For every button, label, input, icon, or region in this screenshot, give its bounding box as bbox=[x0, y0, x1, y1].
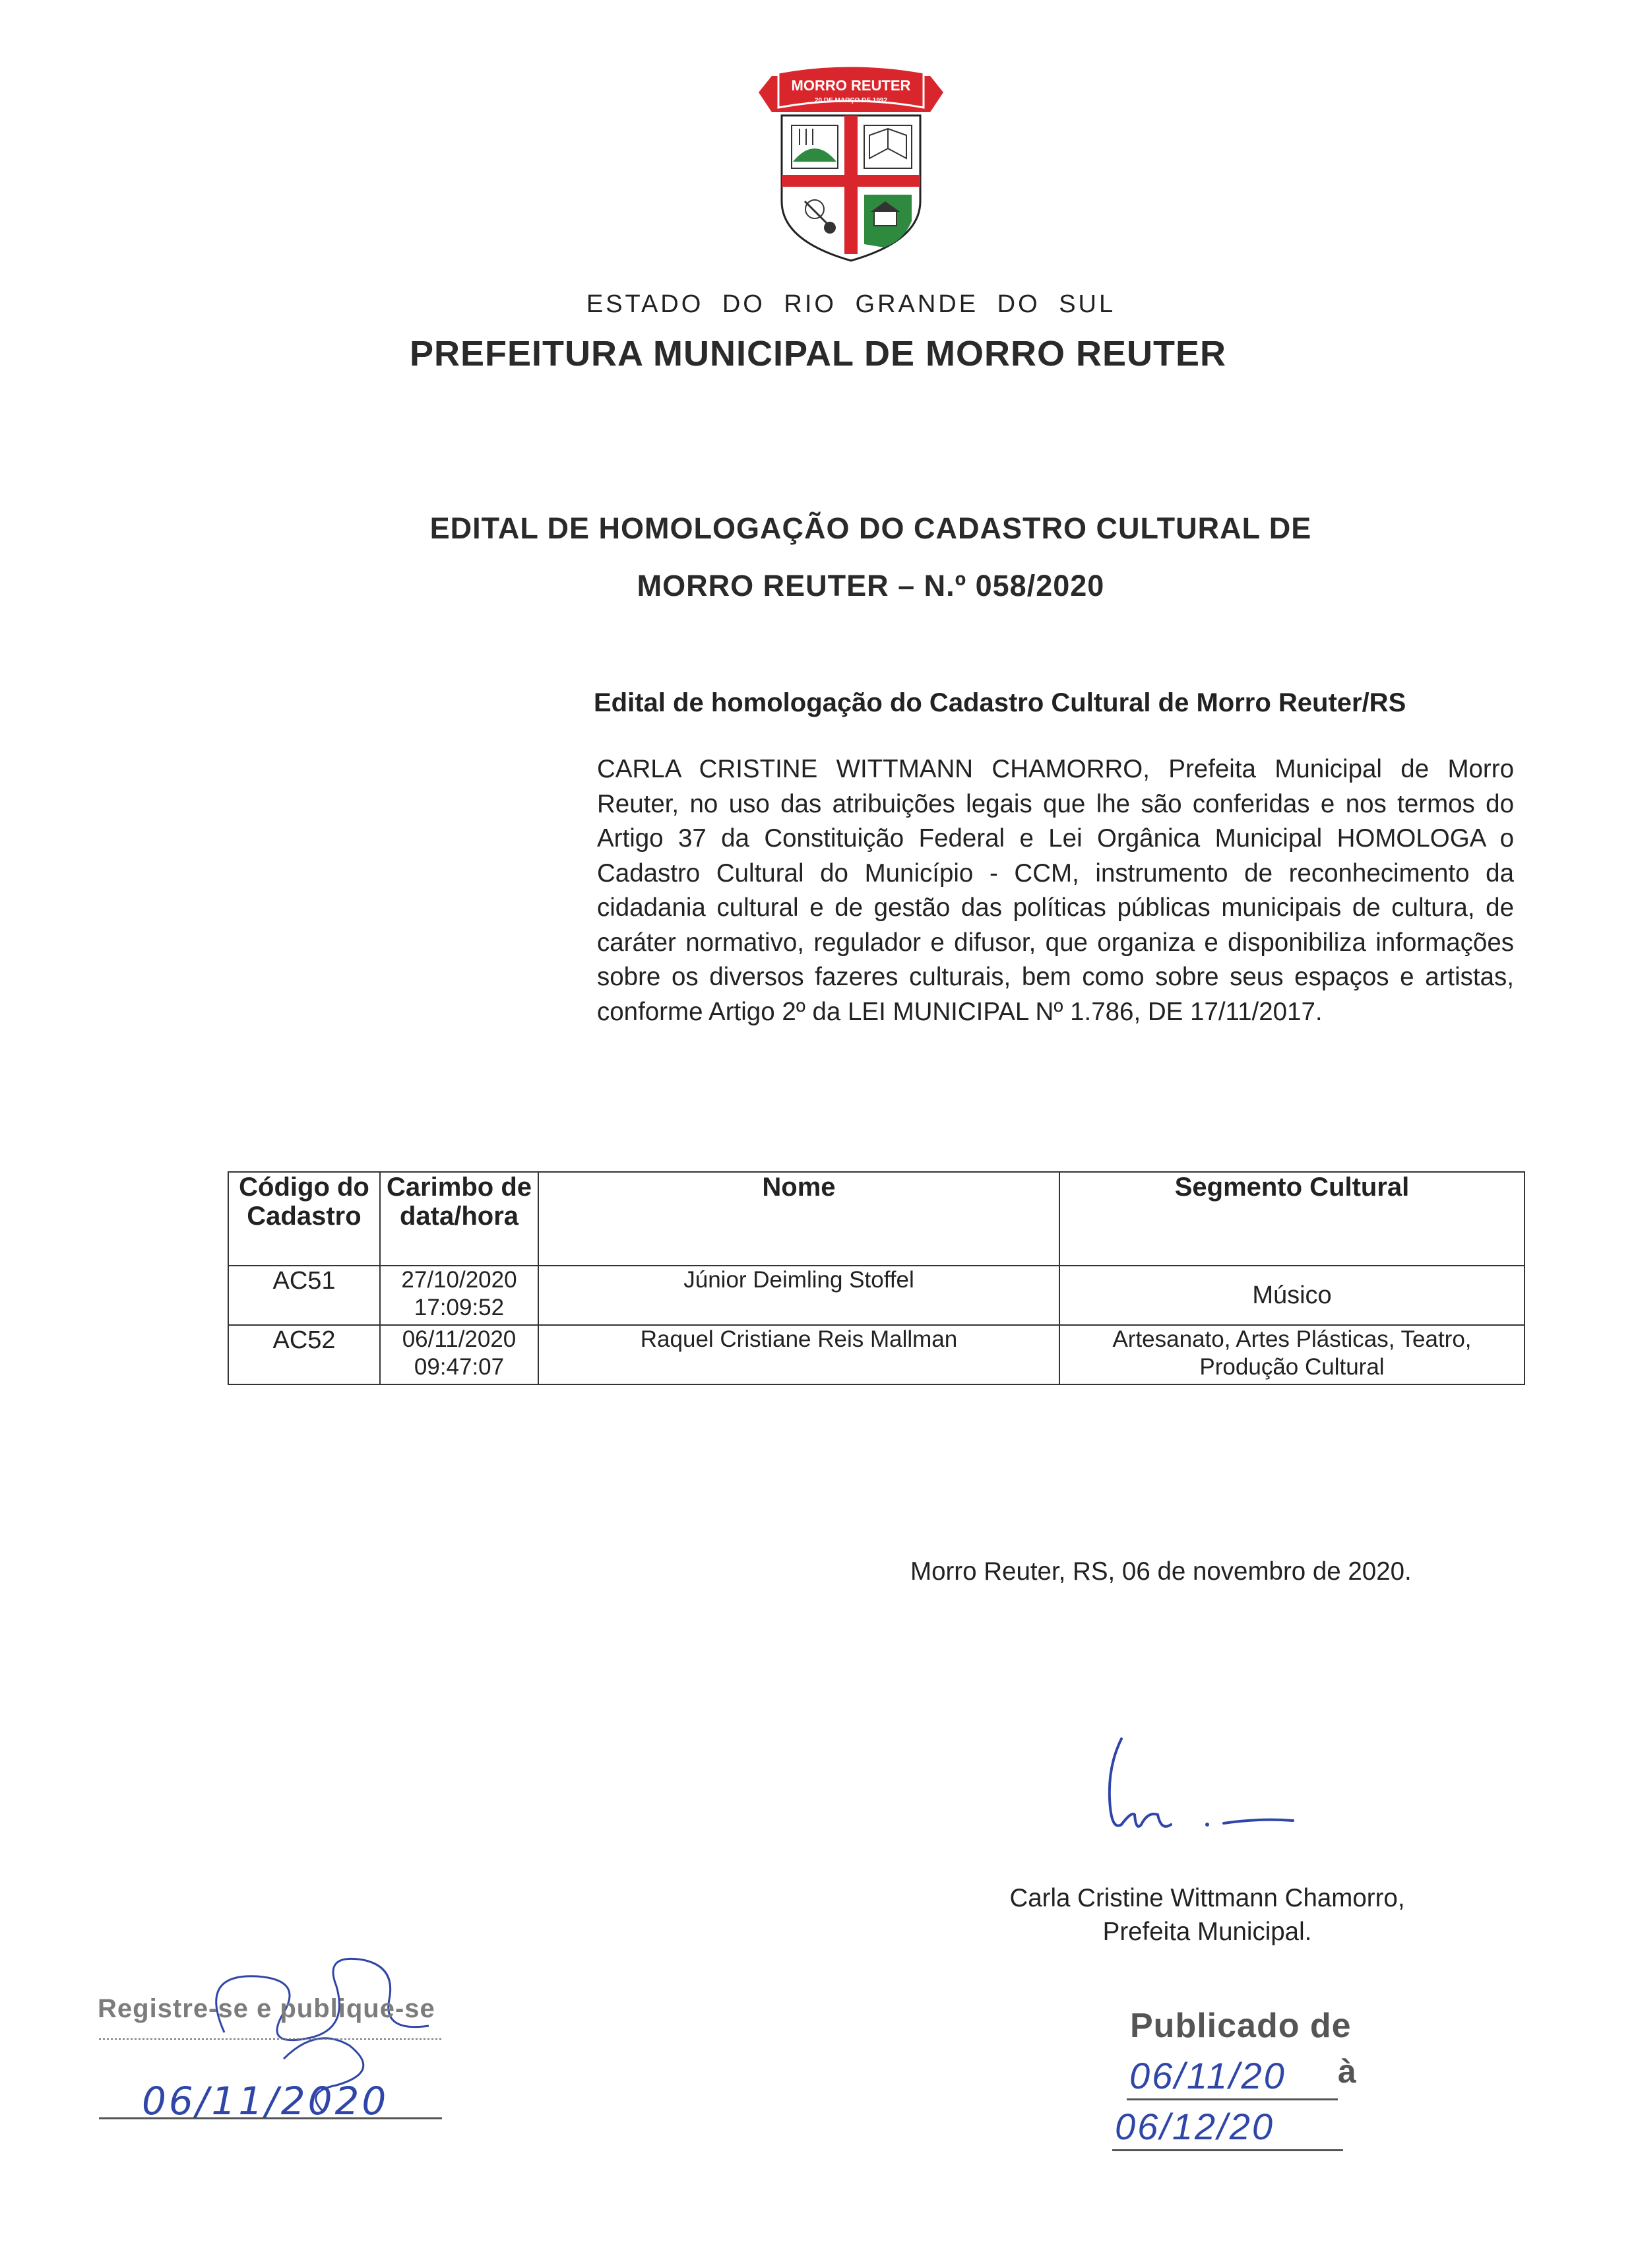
published-underline bbox=[1112, 2149, 1343, 2151]
header-carimbo: Carimbo de data/hora bbox=[380, 1172, 538, 1266]
published-from-date: 06/11/20 bbox=[1129, 2055, 1286, 2096]
table-row bbox=[228, 1325, 1525, 1384]
published-to-date: 06/12/20 bbox=[1115, 2106, 1274, 2147]
cell-hora: 17:09:52 bbox=[414, 1295, 505, 1320]
state-name: ESTADO DO RIO GRANDE DO SUL bbox=[586, 290, 1116, 318]
header-codigo: Código do Cadastro bbox=[228, 1172, 380, 1266]
municipal-crest-emblem bbox=[752, 63, 950, 264]
city-date-line: Morro Reuter, RS, 06 de novembro de 2020. bbox=[910, 1557, 1412, 1586]
cell-codigo: AC52 bbox=[228, 1325, 380, 1384]
header-segmento: Segmento Cultural bbox=[1059, 1172, 1525, 1266]
cadastro-table bbox=[228, 1171, 1525, 1385]
published-underline bbox=[1127, 2098, 1338, 2100]
published-label: Publicado de bbox=[1130, 2007, 1352, 2045]
table-row bbox=[228, 1266, 1525, 1325]
cell-carimbo bbox=[380, 1325, 538, 1384]
cell-segmento: Artesanato, Artes Plásticas, Teatro, Produção Cultural bbox=[1059, 1325, 1525, 1384]
prefeitura-title: PREFEITURA MUNICIPAL DE MORRO REUTER bbox=[409, 334, 1227, 373]
table-header-row bbox=[228, 1172, 1525, 1266]
cell-segmento: Músico bbox=[1059, 1266, 1525, 1325]
register-stamp-date: 06/11/2020 bbox=[142, 2079, 389, 2123]
published-separator: à bbox=[1338, 2053, 1356, 2090]
cell-carimbo bbox=[380, 1266, 538, 1325]
handwritten-signature bbox=[1095, 1726, 1313, 1858]
signer-role: Prefeita Municipal. bbox=[1102, 1918, 1312, 1946]
document-subtitle: Edital de homologação do Cadastro Cultural de Morro Reuter/RS bbox=[594, 688, 1406, 717]
signer-name: Carla Cristine Wittmann Chamorro, bbox=[1009, 1884, 1405, 1912]
cell-hora: 09:47:07 bbox=[414, 1354, 505, 1380]
cell-nome: Júnior Deimling Stoffel bbox=[538, 1266, 1059, 1325]
crest-banner-text: MORRO REUTER bbox=[791, 77, 911, 94]
cell-data: 06/11/2020 bbox=[402, 1326, 517, 1352]
register-stamp-text: Registre-se e publique-se bbox=[98, 1994, 435, 2023]
cell-data: 27/10/2020 bbox=[401, 1267, 517, 1293]
header-nome: Nome bbox=[538, 1172, 1059, 1266]
body-paragraph: CARLA CRISTINE WITTMANN CHAMORRO, Prefeita Municipal de Morro Reuter, no uso das atribuições legais que lhe são conferidas e nos termos do Artigo 37 da Constituição Federal e Lei Orgânica Municipal HOMOLOGA o Cadastro Cultural do Município - CCM, instrumento de reconhecimento da cidadania cultural e de gestão das políticas públicas municipais de cultura, de caráter normativo, regulador e difusor, que organiza e disponibiliza informações sobre os diversos fazeres culturais, bem como sobre seus espaços e artistas, conforme Artigo 2º da LEI MUNICIPAL Nº 1.786, DE 17/11/2017. bbox=[597, 755, 1514, 1026]
cell-codigo: AC51 bbox=[228, 1266, 380, 1325]
document-title-line1: EDITAL DE HOMOLOGAÇÃO DO CADASTRO CULTURAL DE bbox=[429, 511, 1312, 545]
document-title-line2: MORRO REUTER – N.º 058/2020 bbox=[637, 569, 1105, 602]
crest-date-text: 20 DE MARÇO DE 1992 bbox=[814, 97, 888, 104]
cell-nome: Raquel Cristiane Reis Mallman bbox=[538, 1325, 1059, 1384]
